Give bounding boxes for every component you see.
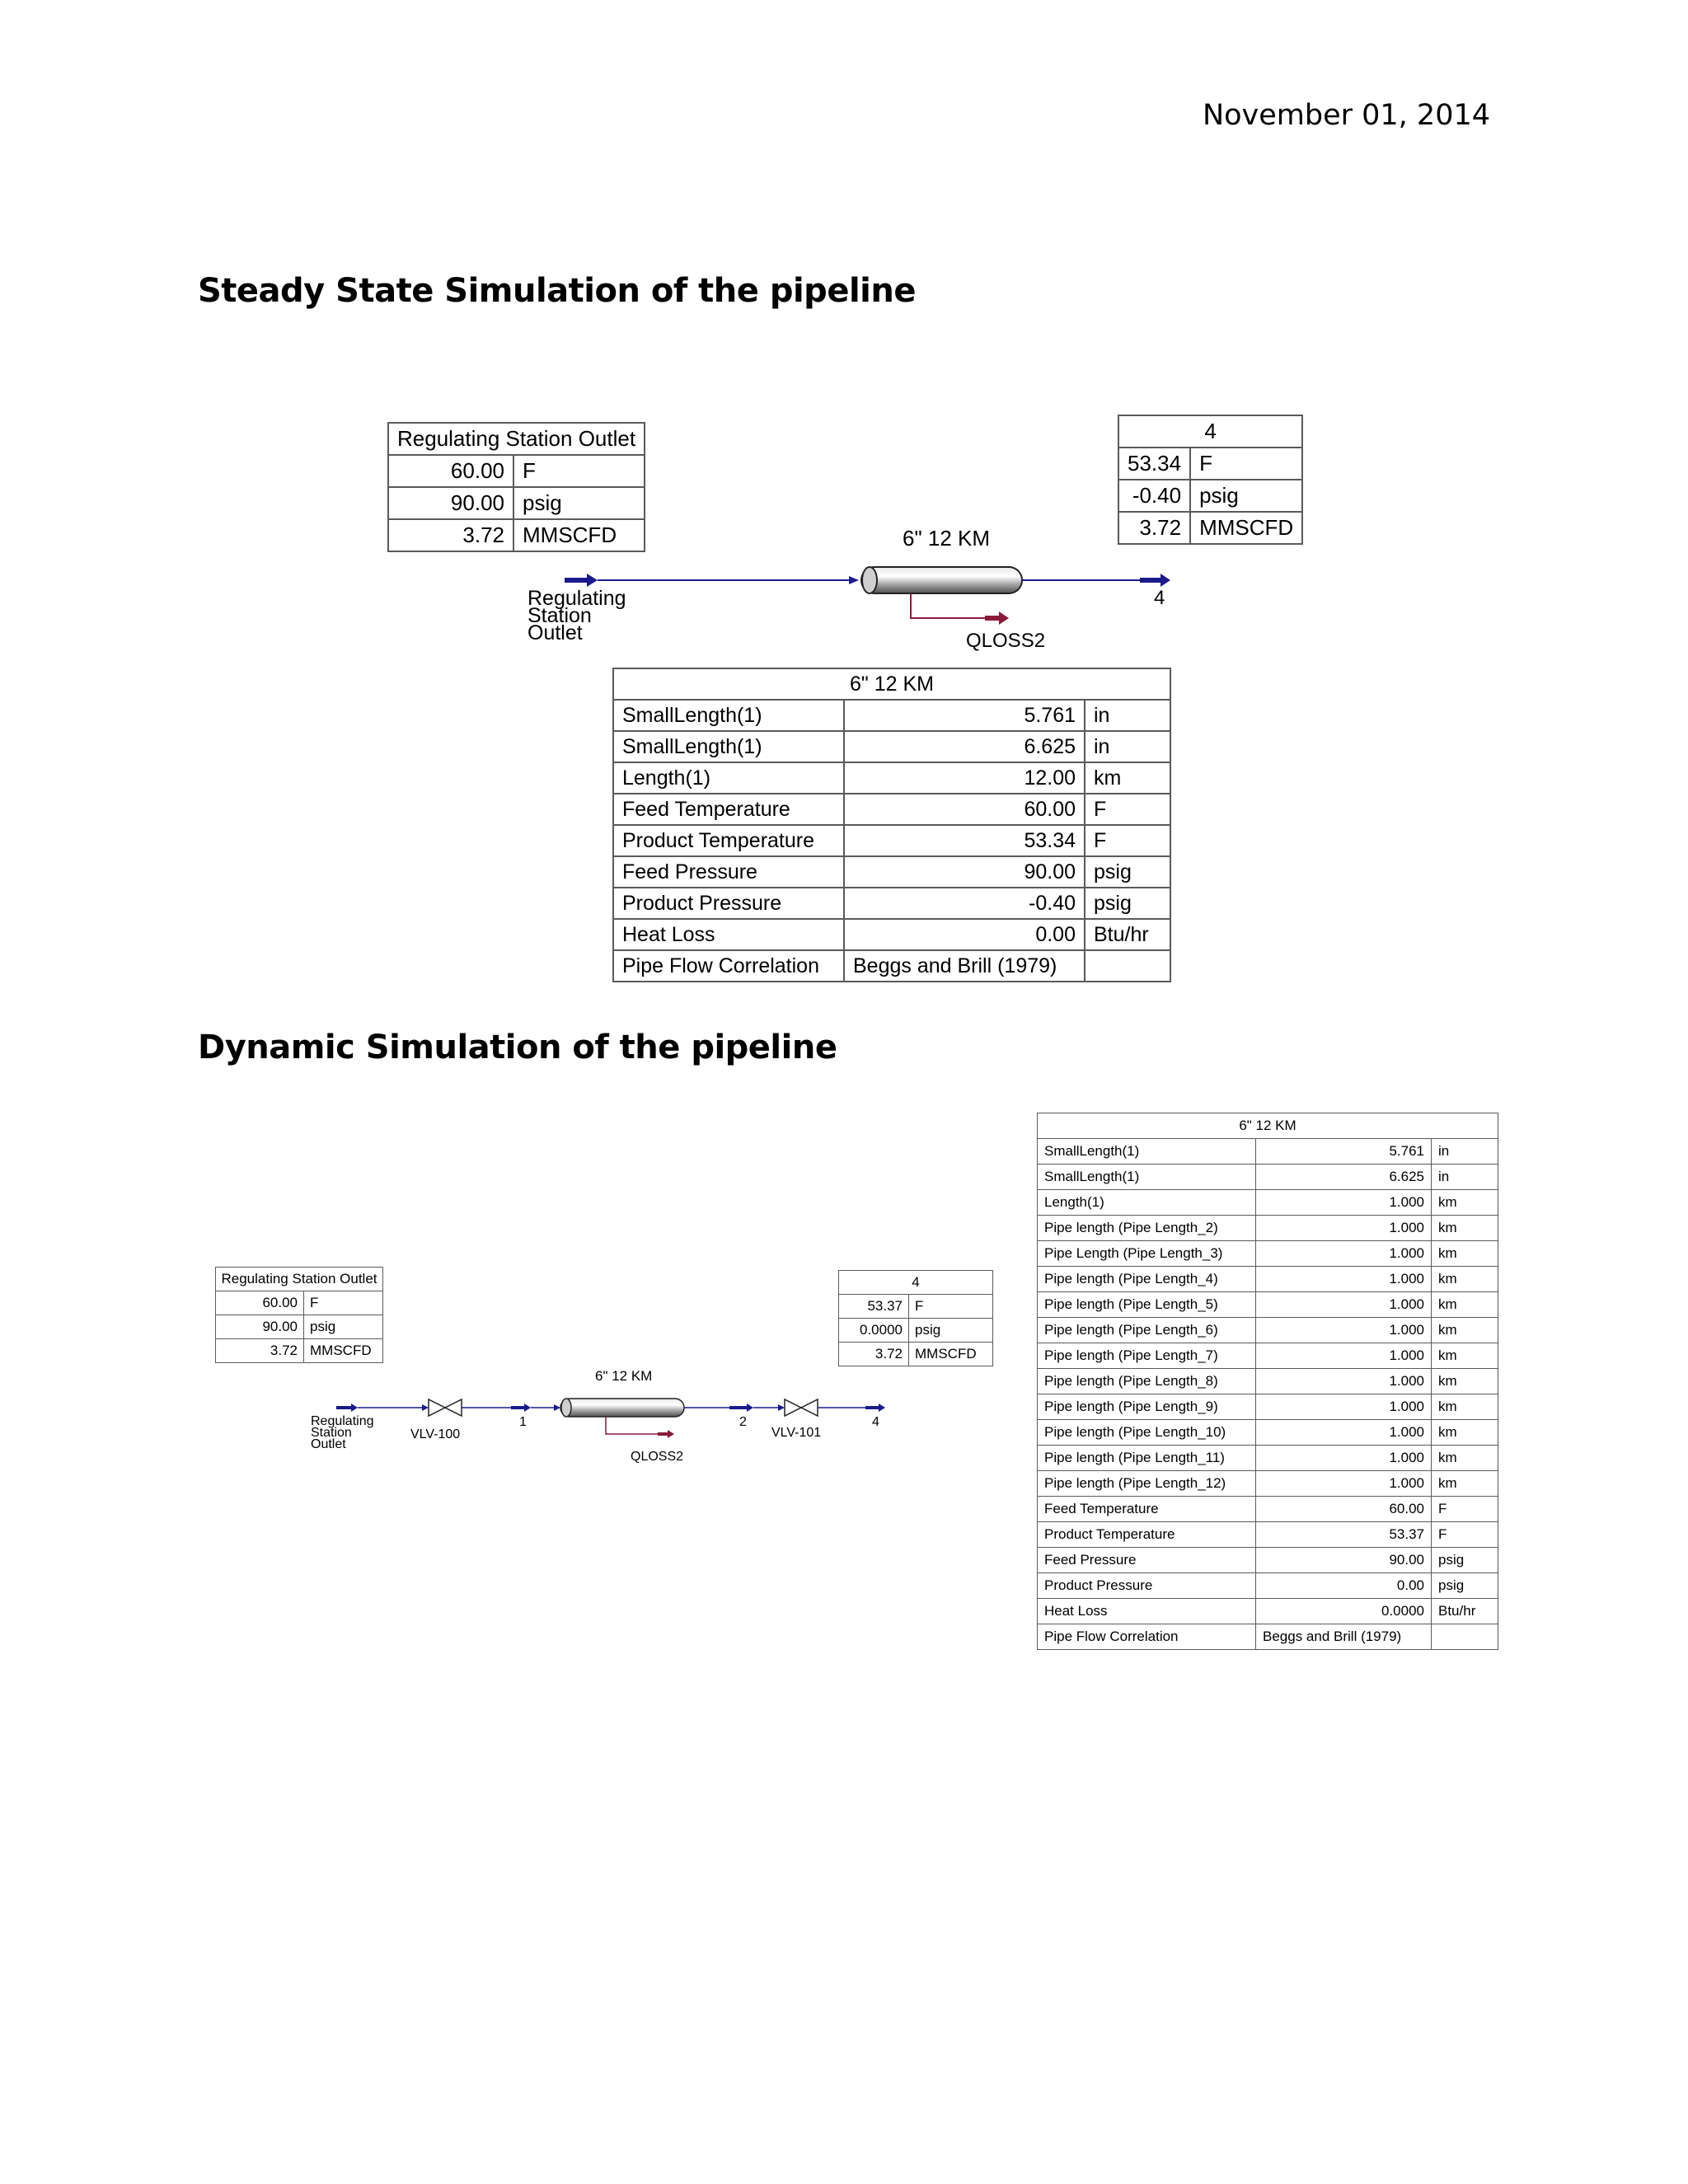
dynamic-energy-label: QLOSS2	[631, 1450, 684, 1464]
table-row	[613, 731, 1170, 762]
table-cell-unit: F	[1085, 794, 1170, 825]
dynamic-outlet-label: 4	[872, 1415, 879, 1429]
table-cell-value: 1.000	[1256, 1394, 1432, 1420]
dynamic-outlet-table	[838, 1270, 993, 1366]
table-row	[1118, 448, 1302, 480]
table-cell-name: Pipe length (Pipe Length_10)	[1038, 1420, 1256, 1446]
table-cell-value: 0.0000	[1256, 1599, 1432, 1624]
table-cell-value: 1.000	[1256, 1471, 1432, 1497]
table-cell-value: 60.00	[844, 794, 1085, 825]
table-cell-value: 1.000	[1256, 1343, 1432, 1369]
table-cell-value: 3.72	[1118, 512, 1190, 544]
table-row	[613, 888, 1170, 919]
table-row	[1038, 1139, 1498, 1165]
table-row	[1038, 1599, 1498, 1624]
table-cell-unit: km	[1085, 762, 1170, 794]
table-cell-unit	[1432, 1624, 1498, 1650]
steady-inlet-label-line3: Outlet	[528, 621, 583, 644]
table-cell-name: Pipe Flow Correlation	[1038, 1624, 1256, 1650]
table-cell-value: 60.00	[1256, 1497, 1432, 1522]
table-row	[613, 825, 1170, 856]
stream-1-arrowhead-icon	[524, 1404, 531, 1412]
table-cell-name: Pipe length (Pipe Length_11)	[1038, 1446, 1256, 1471]
table-cell-unit: F	[1432, 1497, 1498, 1522]
energy-arrowhead-icon	[668, 1430, 674, 1438]
valve-vlv-100-icon[interactable]	[429, 1399, 462, 1416]
table-cell-name: Pipe Flow Correlation	[613, 950, 844, 982]
table-cell-name: Pipe Length (Pipe Length_3)	[1038, 1241, 1256, 1267]
table-cell-unit: km	[1432, 1394, 1498, 1420]
table-cell-name: Pipe length (Pipe Length_7)	[1038, 1343, 1256, 1369]
table-row	[613, 762, 1170, 794]
outlet-arrowhead-icon	[1160, 574, 1170, 587]
table-row	[613, 700, 1170, 731]
steady-pipe-label: 6" 12 KM	[903, 526, 991, 551]
table-cell-unit: psig	[1432, 1573, 1498, 1599]
stream-arrowhead-icon	[554, 1404, 560, 1411]
dynamic-inlet-title: Regulating Station Outlet	[216, 1268, 383, 1291]
table-cell-value: 0.0000	[839, 1319, 909, 1343]
table-cell-unit: F	[1190, 448, 1302, 480]
table-cell-value: 1.000	[1256, 1267, 1432, 1292]
dynamic-outlet-title: 4	[839, 1271, 993, 1295]
table-cell-unit: psig	[1085, 888, 1170, 919]
table-cell-name: SmallLength(1)	[613, 700, 844, 731]
table-cell-value: 53.34	[1118, 448, 1190, 480]
table-cell-name: Feed Temperature	[1038, 1497, 1256, 1522]
table-cell-value: 6.625	[1256, 1165, 1432, 1190]
table-cell-name: Product Temperature	[1038, 1522, 1256, 1548]
table-cell-unit: in	[1432, 1139, 1498, 1165]
table-cell-value: 1.000	[1256, 1420, 1432, 1446]
table-row	[216, 1339, 383, 1363]
table-cell-unit: km	[1432, 1343, 1498, 1369]
table-row	[1038, 1573, 1498, 1599]
table-cell-name: Pipe length (Pipe Length_9)	[1038, 1394, 1256, 1420]
table-cell-unit: psig	[1432, 1548, 1498, 1573]
table-cell-name: Pipe length (Pipe Length_2)	[1038, 1216, 1256, 1241]
table-cell-unit: F	[1432, 1522, 1498, 1548]
dynamic-inlet-table	[215, 1267, 383, 1363]
pipe-segment-icon[interactable]	[861, 567, 1022, 593]
table-row	[1118, 480, 1302, 512]
table-row	[1038, 1522, 1498, 1548]
table-cell-name: Product Pressure	[1038, 1573, 1256, 1599]
table-cell-unit: Btu/hr	[1085, 919, 1170, 950]
table-row	[839, 1343, 993, 1366]
table-cell-name: Heat Loss	[1038, 1599, 1256, 1624]
table-row	[1038, 1241, 1498, 1267]
outlet-arrowhead-icon	[879, 1404, 885, 1412]
table-cell-value: Beggs and Brill (1979)	[1256, 1624, 1432, 1650]
table-cell-value: 1.000	[1256, 1446, 1432, 1471]
table-cell-unit: km	[1432, 1446, 1498, 1471]
table-cell-name: Pipe length (Pipe Length_8)	[1038, 1369, 1256, 1394]
table-cell-unit: F	[304, 1291, 383, 1315]
table-cell-value: 1.000	[1256, 1292, 1432, 1318]
table-row	[613, 794, 1170, 825]
pipe-end-cap	[862, 567, 877, 593]
table-cell-unit: psig	[304, 1315, 383, 1339]
table-cell-value: 53.37	[1256, 1522, 1432, 1548]
table-cell-value: 5.761	[1256, 1139, 1432, 1165]
document-date: November 01, 2014	[1202, 99, 1490, 132]
valve2-label: VLV-101	[771, 1426, 822, 1440]
table-cell-unit: F	[1085, 825, 1170, 856]
table-cell-value: 0.00	[1256, 1573, 1432, 1599]
table-cell-value: 3.72	[388, 519, 513, 551]
inlet-arrowhead-icon	[587, 574, 598, 587]
dynamic-pipe-table	[1037, 1113, 1498, 1650]
table-row	[216, 1291, 383, 1315]
table-cell-value: 90.00	[1256, 1548, 1432, 1573]
table-cell-unit: MMSCFD	[513, 519, 645, 551]
table-cell-value: 1.000	[1256, 1190, 1432, 1216]
steady-outlet-label: 4	[1154, 587, 1165, 609]
energy-stream-line	[911, 593, 985, 618]
stream-arrowhead-icon	[422, 1404, 429, 1411]
table-cell-value: 1.000	[1256, 1241, 1432, 1267]
inlet-arrowhead-icon	[351, 1404, 358, 1412]
table-cell-value: 53.37	[839, 1295, 909, 1319]
pipe-segment-icon[interactable]	[560, 1399, 684, 1417]
dynamic-flow-diagram	[305, 1364, 898, 1471]
table-cell-value: 90.00	[388, 487, 513, 519]
table-cell-unit: psig	[909, 1319, 993, 1343]
table-cell-unit: MMSCFD	[909, 1343, 993, 1366]
table-row	[1038, 1267, 1498, 1292]
table-cell-unit: km	[1432, 1420, 1498, 1446]
table-cell-value: -0.40	[844, 888, 1085, 919]
table-cell-name: Product Pressure	[613, 888, 844, 919]
table-row	[613, 856, 1170, 888]
dynamic-pipe-table-title: 6" 12 KM	[1038, 1113, 1498, 1139]
table-cell-unit: F	[909, 1295, 993, 1319]
table-cell-name: Feed Pressure	[613, 856, 844, 888]
stream-2-label: 2	[739, 1415, 747, 1429]
table-cell-name: Pipe length (Pipe Length_12)	[1038, 1471, 1256, 1497]
table-row	[216, 1315, 383, 1339]
table-cell-name: Product Temperature	[613, 825, 844, 856]
table-cell-unit: in	[1085, 700, 1170, 731]
steady-outlet-title: 4	[1118, 415, 1302, 448]
stream-1-label: 1	[519, 1415, 527, 1429]
table-cell-unit: km	[1432, 1369, 1498, 1394]
table-cell-name: Pipe length (Pipe Length_5)	[1038, 1292, 1256, 1318]
table-cell-name: Pipe length (Pipe Length_6)	[1038, 1318, 1256, 1343]
table-cell-name: SmallLength(1)	[1038, 1139, 1256, 1165]
table-cell-unit: psig	[1190, 480, 1302, 512]
energy-arrowhead-icon	[999, 612, 1009, 625]
table-cell-unit	[1085, 950, 1170, 982]
table-row	[388, 455, 645, 487]
energy-stream-line	[606, 1417, 658, 1434]
table-row	[839, 1295, 993, 1319]
table-cell-value: 90.00	[844, 856, 1085, 888]
table-row	[1038, 1343, 1498, 1369]
table-cell-unit: km	[1432, 1216, 1498, 1241]
table-cell-unit: MMSCFD	[1190, 512, 1302, 544]
stream-2-arrowhead-icon	[747, 1404, 753, 1412]
dynamic-inlet-label-line3: Outlet	[311, 1437, 346, 1451]
table-cell-unit: km	[1432, 1471, 1498, 1497]
table-cell-name: SmallLength(1)	[1038, 1165, 1256, 1190]
table-cell-name: Pipe length (Pipe Length_4)	[1038, 1267, 1256, 1292]
table-cell-name: Length(1)	[1038, 1190, 1256, 1216]
table-cell-unit: km	[1432, 1318, 1498, 1343]
table-cell-unit: in	[1432, 1165, 1498, 1190]
steady-pipe-table-title: 6" 12 KM	[613, 668, 1170, 700]
steady-energy-label: QLOSS2	[966, 630, 1046, 652]
table-row	[1038, 1446, 1498, 1471]
table-cell-value: Beggs and Brill (1979)	[844, 950, 1085, 982]
table-cell-name: Heat Loss	[613, 919, 844, 950]
table-row	[1038, 1165, 1498, 1190]
valve1-label: VLV-100	[410, 1427, 461, 1441]
table-cell-value: -0.40	[1118, 480, 1190, 512]
pipe-end-cap	[561, 1399, 571, 1417]
steady-inlet-label-line1: Regulating	[528, 587, 626, 610]
table-cell-value: 5.761	[844, 700, 1085, 731]
dynamic-heading: Dynamic Simulation of the pipeline	[198, 1029, 837, 1066]
table-cell-value: 3.72	[216, 1339, 304, 1363]
steady-flow-diagram	[495, 519, 1187, 659]
table-cell-unit: psig	[513, 487, 645, 519]
table-cell-value: 90.00	[216, 1315, 304, 1339]
table-row	[1038, 1394, 1498, 1420]
stream-arrowhead-icon	[778, 1404, 785, 1411]
table-row	[1038, 1471, 1498, 1497]
table-cell-unit: km	[1432, 1292, 1498, 1318]
table-cell-unit: Btu/hr	[1432, 1599, 1498, 1624]
table-cell-value: 60.00	[216, 1291, 304, 1315]
table-cell-value: 1.000	[1256, 1216, 1432, 1241]
table-cell-unit: psig	[1085, 856, 1170, 888]
table-cell-unit: MMSCFD	[304, 1339, 383, 1363]
steady-inlet-label-line2: Station	[528, 604, 592, 627]
table-row	[1038, 1216, 1498, 1241]
dynamic-inlet-label-line1: Regulating	[311, 1414, 374, 1428]
table-row	[1038, 1190, 1498, 1216]
table-row	[1038, 1369, 1498, 1394]
table-cell-value: 6.625	[844, 731, 1085, 762]
table-row	[1038, 1318, 1498, 1343]
stream-arrowhead-icon	[849, 576, 859, 584]
table-row	[1038, 1497, 1498, 1522]
table-cell-unit: km	[1432, 1190, 1498, 1216]
table-cell-name: Length(1)	[613, 762, 844, 794]
table-cell-value: 1.000	[1256, 1369, 1432, 1394]
table-cell-name: SmallLength(1)	[613, 731, 844, 762]
table-cell-unit: km	[1432, 1267, 1498, 1292]
table-row	[839, 1319, 993, 1343]
valve-vlv-101-icon[interactable]	[785, 1399, 818, 1416]
table-row	[388, 487, 645, 519]
table-row	[1038, 1292, 1498, 1318]
steady-pipe-table	[612, 668, 1171, 982]
table-row	[1038, 1548, 1498, 1573]
dynamic-pipe-label: 6" 12 KM	[595, 1368, 653, 1384]
table-cell-name: Feed Pressure	[1038, 1548, 1256, 1573]
table-cell-value: 0.00	[844, 919, 1085, 950]
steady-inlet-title: Regulating Station Outlet	[388, 423, 645, 455]
table-cell-unit: km	[1432, 1241, 1498, 1267]
table-cell-value: 53.34	[844, 825, 1085, 856]
table-row	[1038, 1624, 1498, 1650]
table-row	[1038, 1420, 1498, 1446]
steady-state-heading: Steady State Simulation of the pipeline	[198, 272, 916, 310]
table-cell-value: 3.72	[839, 1343, 909, 1366]
table-cell-value: 1.000	[1256, 1318, 1432, 1343]
table-row	[613, 919, 1170, 950]
table-row	[613, 950, 1170, 982]
table-cell-unit: in	[1085, 731, 1170, 762]
dynamic-inlet-label-line2: Station	[311, 1426, 352, 1440]
table-cell-unit: F	[513, 455, 645, 487]
table-cell-value: 60.00	[388, 455, 513, 487]
table-cell-value: 12.00	[844, 762, 1085, 794]
table-cell-name: Feed Temperature	[613, 794, 844, 825]
